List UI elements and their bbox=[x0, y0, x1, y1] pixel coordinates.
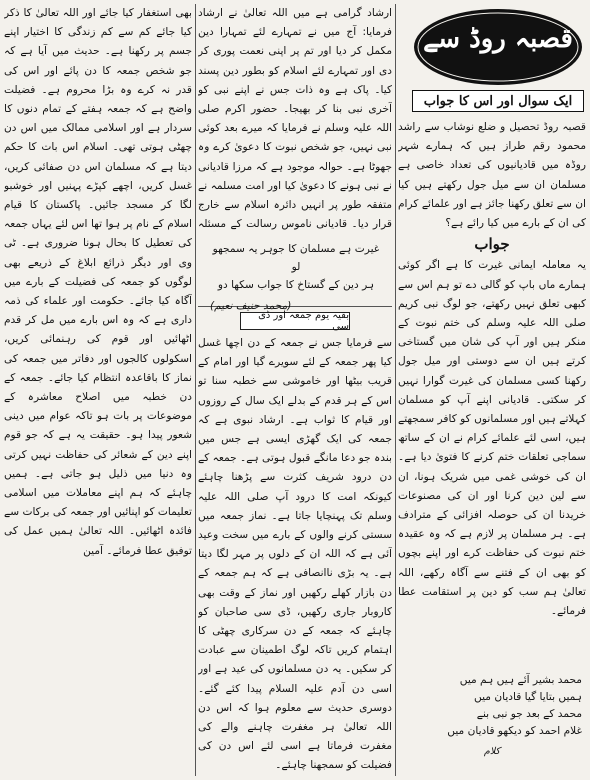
poem-right bbox=[402, 672, 582, 760]
section-logo bbox=[412, 6, 584, 88]
poem-signature: کلام bbox=[483, 746, 501, 757]
column-rule-right bbox=[395, 4, 396, 776]
logo-title: قصبہ روڈ سے bbox=[423, 24, 573, 54]
answer-heading: جواب bbox=[474, 235, 510, 254]
middle-text: سے فرمایا جس نے جمعہ کے دن اچھا غسل کیا پھر جمعہ کے لئے سویرے گیا اور امام کے قریب بیٹھا اور خاموشی سے خطبہ سنا تو اس کے ہر قدم کے بدلے ایک سال کے روزوں اور قیام کا ثواب ہے۔ ارشاد نبوی ہے کہ جمعہ کی ایک گھڑی ایسی ہے جس میں بندہ جو دعا مانگے قبول ہوتی ہے۔ جمعہ کے دن درود شریف کثرت سے پڑھنا چاہئے کیونکہ امت کا درود آپ صلی اللہ علیہ وسلم تک پہنچایا جاتا ہے۔ نماز جمعہ میں سستی کرنے والوں کے بارے میں سخت وعید آئی ہے کہ اللہ ان کے دلوں پر مہر لگا دیتا ہے۔ یہ بڑی ناانصافی ہے کہ ہم جمعہ کے دن بازار کھلے رکھیں اور نماز کے وقت بھی کاروبار جاری رکھیں، ڈی سی صاحبان کو چاہئے کہ جمعہ کے دن سرکاری چھٹی کا اہتمام کریں تاکہ لوگ اطمینان سے عبادت کر سکیں۔ یہ دن مسلمانوں کی عید ہے اور اسی دن آدم علیہ السلام پیدا کئے گئے۔ دوسری حدیث سے معلوم ہوا کہ اس دن اللہ تعالیٰ ہر مغفرت چاہنے والے کی مغفرت فرماتا ہے اسی لئے اس دن کی فضیلت کو سمجھنا چاہئے۔ bbox=[198, 337, 392, 772]
continuation-title-box: بقیہ یوم جمعہ اور ڈی سی bbox=[240, 312, 350, 330]
poem-line: غلام احمد کو دیکھو قادیان میں bbox=[447, 725, 582, 737]
answer-text: یہ معاملہ ایمانی غیرت کا ہے اگر کوئی ہمارے ماں باپ کو گالی دے تو ہم اس سے کبھی تعلق نہیں رکھتے، جو لوگ نبی کریم صلی اللہ علیہ وسلم کی ختم نبوت کے منکر ہیں اور آپ کی شان میں گستاخی کرتے ہیں ان سے دوستی اور میل جول رکھنا کسی مسلمان کی غیرت گوارا نہیں کر سکتی۔ قادیانی اپنے آپ کو مسلمان کہلاتے ہیں اور مسلمانوں کو کافر سمجھتے ہیں، اسی لئے علمائے کرام نے ان کے ساتھ سماجی تعلقات ختم کرنے کا فتویٰ دیا ہے۔ ان کی خوشی غمی میں شریک ہونا، ان سے لین دین کرنا اور ان کی مصنوعات خریدنا ان کی حوصلہ افزائی کے مترادف ہے۔ ہر مسلمان پر لازم ہے کہ وہ عقیدہ ختم نبوت کی حفاظت کرے اور اپنے بچوں کو بھی ان کے فتنے سے آگاہ رکھے، اللہ تعالیٰ ہم سب کو دین پر استقامت عطا فرمائے۔ bbox=[398, 259, 586, 618]
poem-line: غیرت ہے مسلمان کا جوہر یہ سمجھو لو bbox=[212, 243, 380, 273]
middle-top-text: ارشاد گرامی ہے میں اللہ تعالیٰ نے ارشاد فرمایا: آج میں نے تمہارے لئے تمہارا دین مکمل کر دیا اور تم پر اپنی نعمت پوری کر دی اور تمہارے لئے اسلام کو بطور دین پسند کیا۔ پاک ہے وہ ذات جس نے اپنے نبی کو آخری نبی بنا کر بھیجا۔ حضور اکرم صلی اللہ علیہ وسلم نے فرمایا کہ میرے بعد کوئی نبی نہیں، جو شخص نبوت کا دعویٰ کرے وہ جھوٹا ہے۔ حوالہ موجود ہے کہ مرزا قادیانی نے نبی ہونے کا دعویٰ کیا اور امت مسلمہ نے متفقہ طور پر انہیں دائرہ اسلام سے خارج قرار دیا۔ قادیانی ناموس رسالت کے مسئلہ bbox=[198, 7, 392, 231]
middle-column bbox=[198, 334, 392, 776]
poem-line: ہر دین کے گستاخ کا جواب سکھا دو bbox=[217, 279, 375, 291]
left-column bbox=[4, 4, 192, 776]
poem-line: محمد بشیر آئے ہیں ہم میں bbox=[459, 674, 582, 686]
poem-line: ہمیں بتایا گیا قادیان میں bbox=[474, 691, 582, 703]
column-header: ایک سوال اور اس کا جواب bbox=[412, 90, 584, 112]
poem-line: محمد کے بعد جو نبی بنے bbox=[476, 708, 582, 720]
poem-signature: (محمد حنیف نعیم) bbox=[210, 300, 292, 312]
left-text: بھی استغفار کیا جائے اور اللہ تعالیٰ کا ذکر کیا جائے کم سے کم زندگی کا اختیار اپنے جسم پر رکھنا ہے۔ حدیث میں آیا ہے کہ جو شخص جمعہ کا دن پائے اور اس کی قدر نہ کرے وہ بڑا محروم ہے۔ فضیلت واضح ہے کہ جمعہ ہفتے کے تمام دنوں کا سردار ہے اور اسلامی ممالک میں اس دن چھٹی ہوتی تھی۔ اسلام اس بات کا حکم دیتا ہے کہ مسلمان اس دن صفائی کریں، غسل کریں، اچھے کپڑے پہنیں اور خوشبو لگا کر مسجد جائیں۔ پاکستان کا قیام اسلام کے نام پر ہوا تھا اس لئے یہاں جمعہ کی تعطیل کا بحال ہونا ضروری ہے۔ ٹی وی اور دیگر ذرائع ابلاغ کے ذریعے بھی لوگوں کو جمعہ کی فضیلت کے بارے میں آگاہ کیا جائے۔ حکومت اور علماء کی ذمہ داری ہے کہ وہ اس بارے میں مل کر قدم اٹھائیں اور قوم کی رہنمائی کریں، اسکولوں کالجوں اور دفاتر میں جمعہ کی نماز کا باقاعدہ انتظام کیا جائے۔ جمعہ کے دن خطبہ میں اصلاح معاشرہ کے موضوعات پر بات ہو تاکہ عوام میں دینی شعور پیدا ہو۔ حقیقت یہ ہے کہ جو قوم اپنے دین کے شعائر کی حفاظت نہیں کرتی وہ دنیا میں ذلیل ہو جاتی ہے۔ ہمیں چاہئے کہ ہم اپنے معاملات میں اسلامی تعلیمات کو اپنائیں اور جمعہ کی برکات سے فائدہ اٹھائیں۔ اللہ تعالیٰ ہمیں عمل کی توفیق عطا فرمائے۔ آمین bbox=[4, 7, 192, 557]
column-rule-left bbox=[195, 4, 196, 776]
poem-middle bbox=[210, 240, 382, 315]
question-text: قصبہ روڈ تحصیل و ضلع نوشاب سے راشد محمود رقم طراز ہیں کہ ہمارے شہر روڈہ میں قادیانیوں کی تعداد خاصی ہے مسلمان ان سے میل جول رکھتے ہیں کیا ان سے تعلق رکھنا جائز ہے اور علمائے کرام کی ان کے بارے میں کیا رائے ہے؟ bbox=[398, 121, 586, 230]
middle-top-article bbox=[198, 4, 392, 236]
